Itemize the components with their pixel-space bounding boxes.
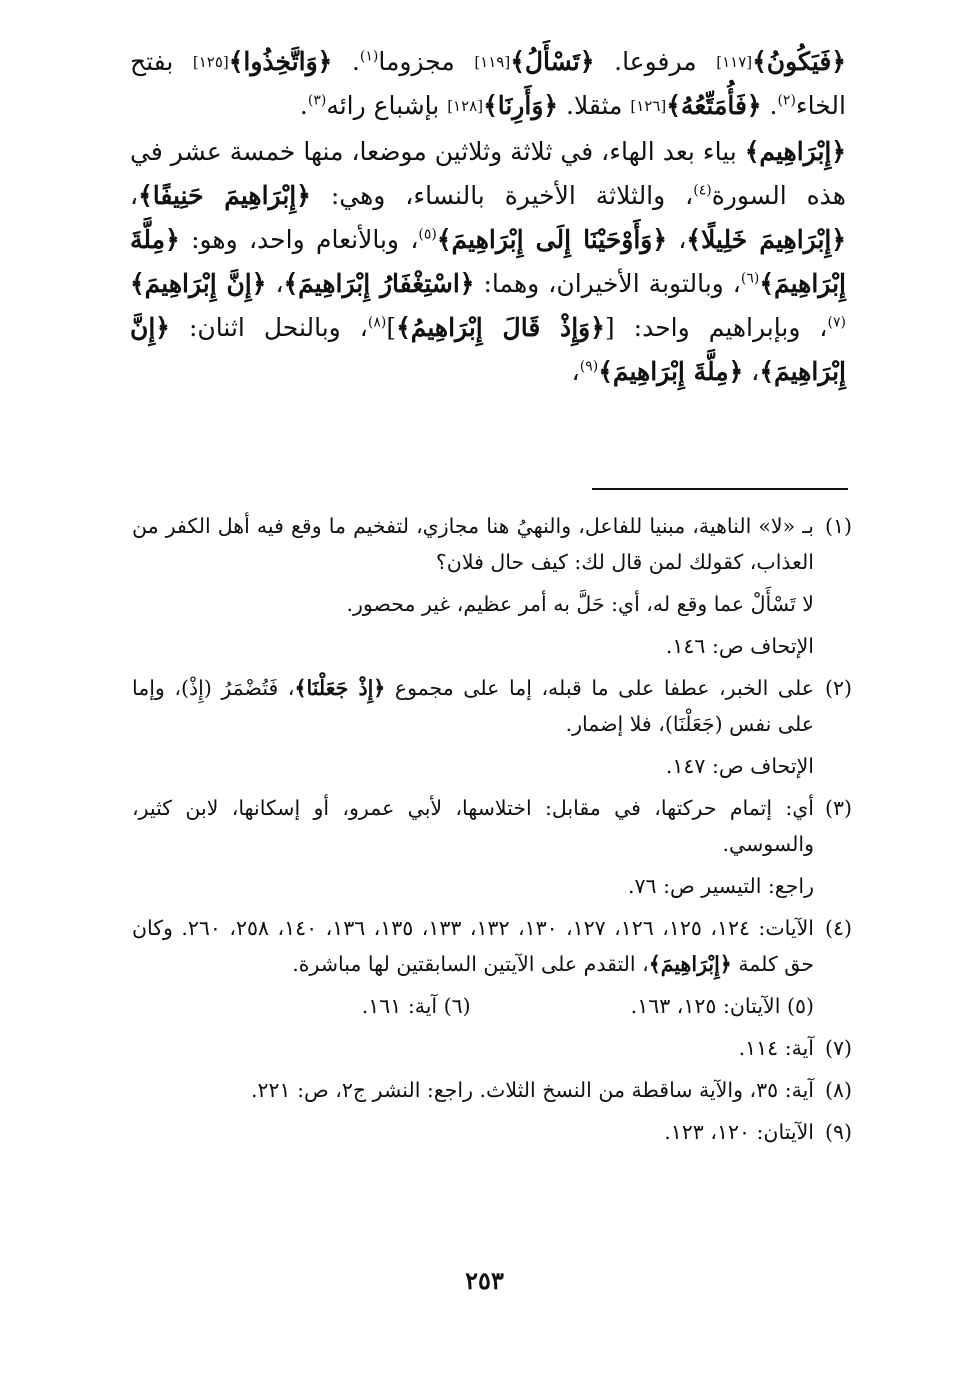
page-number: ٢٥٣	[465, 1266, 504, 1295]
verse-number: [١١٩]	[474, 53, 511, 71]
footnote-ref: (٧)	[827, 314, 846, 331]
text-run: ، وبإبراهيم واحد: [	[604, 313, 828, 342]
footnote-text: الآيتان: ١٢٠، ١٢٣.	[664, 1120, 814, 1144]
footnote-text	[132, 910, 814, 982]
footnote-ref: (١)	[359, 48, 379, 65]
footnotes	[132, 508, 852, 1156]
text-run: ،	[266, 269, 284, 298]
text-run: الآيات: ١٢٤، ١٢٥، ١٢٦، ١٢٧، ١٣٠، ١٣٢، ١٣٣، ١٣٥، ١٣٦، ١٤٠، ٢٥٨، ٢٦٠. وكان حق كلمة	[132, 916, 814, 976]
text-run: بفتح الخاء	[130, 47, 846, 120]
footnote-text: آية: ٣٥، والآية ساقطة من النسخ الثلاث. راجع: النشر ج٢، ص: ٢٢١.	[250, 1078, 814, 1102]
footnote-2	[132, 670, 852, 784]
verse-number: [١٢٦]	[630, 97, 667, 115]
text-run: مثقلا.	[558, 91, 631, 120]
text-run: ، والثلاثة الأخيرة بالنساء، وهي:	[310, 181, 694, 210]
quran-word: ﴿إِنَّ إِبْرَاهِيمَ﴾	[130, 269, 267, 298]
text-run: ، وبالنحل اثنان:	[169, 313, 368, 342]
footnote-5	[631, 988, 814, 1024]
text-run: .	[761, 91, 778, 120]
footnote-reference: الإتحاف ص: ١٤٦.	[665, 634, 814, 658]
footnote-7	[132, 1030, 852, 1066]
footnote-text: أي: إتمام حركتها، في مقابل: اختلاسها، لأبي عمرو، أو إسكانها، لابن كثير، والسوسي.	[132, 796, 814, 856]
quran-word: ﴿وَإِذْ قَالَ إِبْرَاهِيمُ﴾	[396, 313, 605, 342]
footnote-text	[132, 670, 814, 742]
footnote-mark: (٩)	[824, 1120, 852, 1144]
footnote-reference: راجع: التيسير ص: ٧٦.	[628, 874, 814, 898]
text-run: ، فَتُضْمَرُ (إِذْ)، وإما على نفس (جَعَلْنَا)، فلا إضمار.	[132, 676, 814, 736]
footnote-text: لا تَسْأَلْ عما وقع له، أي: حَلَّ به أمر عظيم، غير محصور.	[346, 592, 814, 616]
quran-word: ﴿فَيَكُونُ﴾	[752, 47, 846, 76]
footnote-mark: (٧)	[824, 1036, 852, 1060]
footnote-mark: (٤)	[824, 916, 852, 940]
footnote-ref: (٣)	[307, 92, 327, 109]
text-run: بإشباع رائه	[326, 91, 448, 120]
paragraph-1	[130, 40, 846, 128]
text-run: ،	[667, 225, 687, 254]
footnote-ref: (٦)	[740, 270, 760, 287]
footnote-1	[132, 508, 852, 664]
quran-word: ﴿إِبْرَاهِيمَ خَلِيلًا﴾	[686, 225, 847, 254]
footnote-mark: (٢)	[824, 676, 852, 700]
text-run: ،	[743, 357, 760, 386]
text-run: ،	[571, 357, 580, 386]
text-run: ، وبالأنعام واحد، وهو:	[179, 225, 419, 254]
verse-number: [١١٧]	[716, 53, 753, 71]
footnote-text: آية: ١١٤.	[738, 1036, 814, 1060]
footnote-ref: (٢)	[777, 92, 796, 109]
text-run: بياء بعد الهاء، في ثلاثة وثلاثين موضعا، منها خمسة عشر في هذه السورة	[130, 137, 846, 210]
footnote-ref: (٨)	[367, 314, 387, 331]
footnote-separator	[592, 488, 848, 490]
footnote-mark: (٨)	[824, 1078, 852, 1102]
quran-word: ﴿إِنَّ إِبْرَاهِيمَ﴾	[130, 313, 846, 386]
footnote-text: آية: ١٦١.	[361, 994, 438, 1018]
footnote-reference: الإتحاف ص: ١٤٧.	[665, 754, 814, 778]
footnote-9	[132, 1114, 852, 1150]
footnote-mark: (٦)	[443, 994, 471, 1018]
quran-word: ﴿إِبْرَاهِيمَ حَنِيفًا﴾	[138, 181, 311, 210]
main-text	[130, 40, 846, 394]
verse-number: [١٢٨]	[447, 97, 484, 115]
text-run: على الخبر، عطفا على ما قبله، إما على مجموع	[385, 676, 814, 700]
footnote-5-6	[132, 988, 852, 1024]
quran-word: ﴿وَاتَّخِذُوا﴾	[228, 47, 333, 76]
text-run: .	[332, 47, 360, 76]
quran-word: ﴿إِذْ جَعَلْنَا﴾	[294, 676, 386, 700]
footnote-8	[132, 1072, 852, 1108]
text-run: .	[299, 91, 308, 120]
verse-number: [١٢٥]	[192, 53, 229, 71]
footnote-text: بـ «لا» الناهية، مبنيا للفاعل، والنهيُ هنا مجازي، لتفخيم ما وقع فيه أهل الكفر من العذاب، كقولك لمن قال لك: كيف حال فلان؟	[132, 514, 814, 574]
quran-word: ﴿إِبْرَاهِيمَ﴾	[648, 952, 732, 976]
footnote-mark: (٥)	[786, 994, 814, 1018]
footnote-4	[132, 910, 852, 982]
text-run: ،	[130, 181, 139, 210]
paragraph-2	[130, 130, 846, 394]
quran-word: ﴿تَسْأَلُ﴾	[510, 47, 595, 76]
text-run: مجزوما	[378, 47, 475, 76]
footnote-ref: (٤)	[693, 182, 712, 199]
text-run: ، وبالتوبة الأخيران، وهما:	[474, 269, 741, 298]
footnote-3	[132, 790, 852, 904]
quran-word: ﴿إِبْرَاهِيم﴾	[744, 137, 846, 166]
quran-word: ﴿مِلَّةَ إِبْرَاهِيمَ﴾	[130, 225, 847, 298]
quran-word: ﴿وَأَوْحَيْنَا إِلَى إِبْرَاهِيمَ﴾	[436, 225, 668, 254]
footnote-mark: (١)	[824, 514, 852, 538]
footnote-mark: (٣)	[824, 796, 852, 820]
quran-word: ﴿اسْتِغْفَارُ إِبْرَاهِيمَ﴾	[283, 269, 475, 298]
quran-word: ﴿وَأَرِنَا﴾	[483, 91, 559, 120]
footnote-6	[362, 988, 471, 1024]
footnote-ref: (٥)	[418, 226, 437, 243]
text-run: مرفوعا.	[594, 47, 717, 76]
footnote-text: الآيتان: ١٢٥، ١٦٣.	[630, 994, 781, 1018]
quran-word: ﴿مِلَّةَ إِبْرَاهِيمَ﴾	[598, 357, 744, 386]
quran-word: ﴿فَأُمَتِّعُهُ﴾	[666, 91, 762, 120]
text-run: ، التقدم على الآيتين السابقتين لها مباشرة.	[292, 952, 649, 976]
text-run: ]	[386, 313, 397, 342]
footnote-ref: (٩)	[579, 358, 599, 375]
